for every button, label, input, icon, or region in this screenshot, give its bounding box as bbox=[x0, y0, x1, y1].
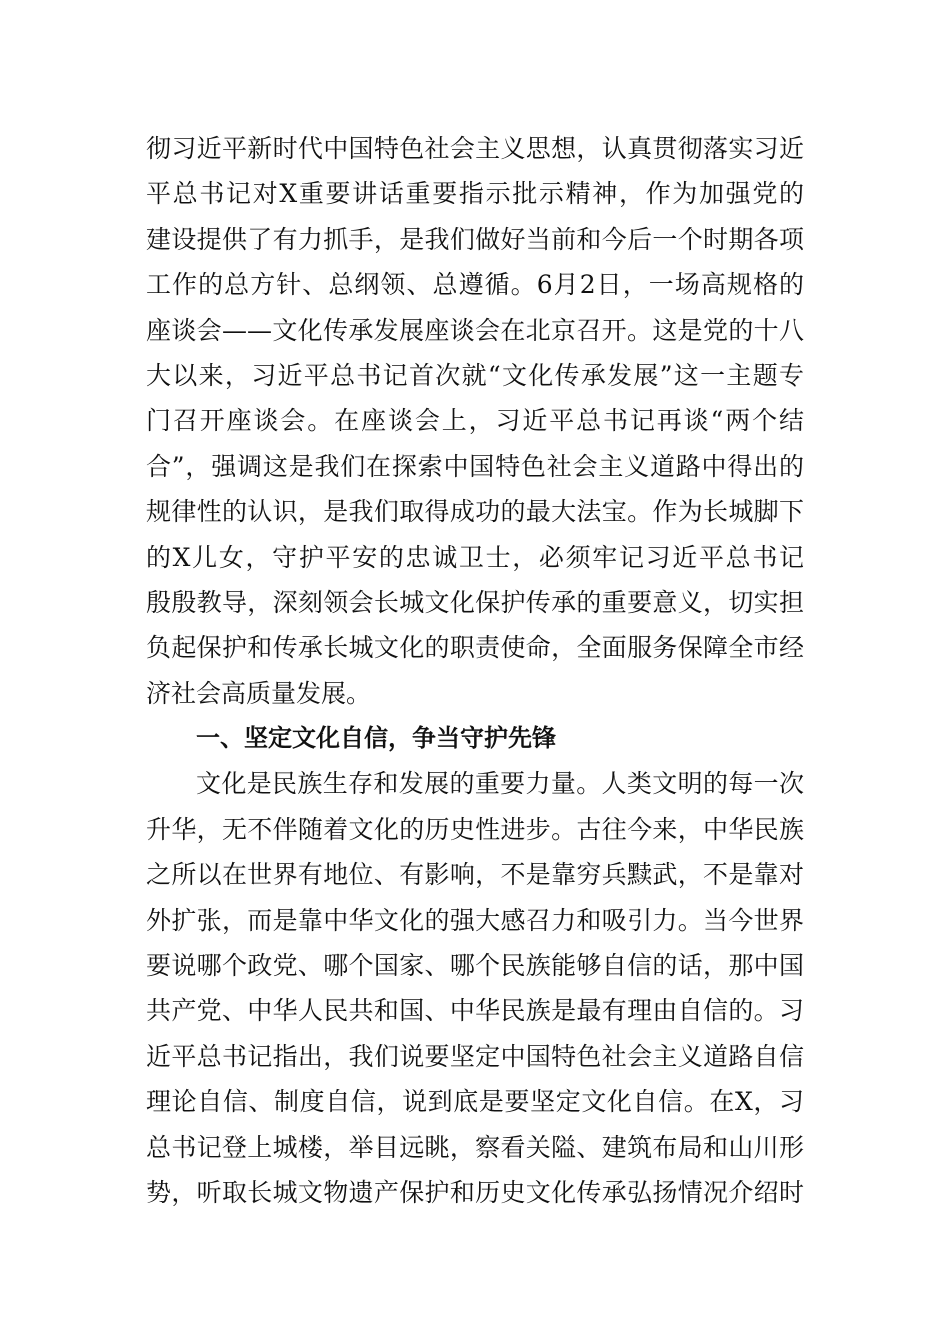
text-line: 座谈会——文化传承发展座谈会在北京召开。这是党的十八 bbox=[146, 315, 804, 345]
text-line: 理论自信、制度自信，说到底是要坚定文化自信。在X，习 bbox=[146, 1087, 804, 1117]
text-line: 近平总书记指出，我们说要坚定中国特色社会主义道路自信 bbox=[146, 1041, 804, 1071]
text-line: 工作的总方针、总纲领、总遵循。6月2日，一场高规格的 bbox=[146, 270, 804, 300]
text-line: 大以来，习近平总书记首次就“文化传承发展”这一主题专 bbox=[146, 360, 804, 390]
section-heading: 一、坚定文化自信，争当守护先锋 bbox=[196, 724, 556, 753]
text-line: 平总书记对X重要讲话重要指示批示精神，作为加强党的 bbox=[146, 179, 804, 209]
text-line: 势，听取长城文物遗产保护和历史文化传承弘扬情况介绍时 bbox=[146, 1177, 804, 1207]
text-line: 外扩张，而是靠中华文化的强大感召力和吸引力。当今世界 bbox=[146, 905, 804, 935]
text-line: 的X儿女，守护平安的忠诚卫士，必须牢记习近平总书记 bbox=[146, 542, 804, 572]
body-text bbox=[146, 126, 804, 1215]
text-line: 总书记登上城楼，举目远眺，察看关隘、建筑布局和山川形 bbox=[146, 1132, 804, 1162]
text-line: 建设提供了有力抓手，是我们做好当前和今后一个时期各项 bbox=[146, 224, 804, 254]
text-line: 要说哪个政党、哪个国家、哪个民族能够自信的话，那中国 bbox=[146, 951, 804, 981]
text-line: 共产党、中华人民共和国、中华民族是最有理由自信的。习 bbox=[146, 996, 804, 1026]
text-line: 文化是民族生存和发展的重要力量。人类文明的每一次 bbox=[196, 769, 804, 799]
text-line: 升华，无不伴随着文化的历史性进步。古往今来，中华民族 bbox=[146, 814, 804, 844]
text-line: 门召开座谈会。在座谈会上，习近平总书记再谈“两个结 bbox=[146, 406, 804, 436]
text-line: 负起保护和传承长城文化的职责使命，全面服务保障全市经 bbox=[146, 633, 804, 663]
paragraph-2 bbox=[146, 761, 804, 1215]
paragraph-1 bbox=[146, 126, 804, 716]
text-line: 规律性的认识，是我们取得成功的最大法宝。作为长城脚下 bbox=[146, 497, 804, 527]
text-line: 殷殷教导，深刻领会长城文化保护传承的重要意义，切实担 bbox=[146, 587, 804, 617]
text-line: 之所以在世界有地位、有影响，不是靠穷兵黩武，不是靠对 bbox=[146, 860, 804, 890]
text-line: 合”，强调这是我们在探索中国特色社会主义道路中得出的 bbox=[146, 451, 804, 481]
text-line: 彻习近平新时代中国特色社会主义思想，认真贯彻落实习近 bbox=[146, 134, 804, 163]
text-line: 济社会高质量发展。 bbox=[146, 678, 372, 708]
